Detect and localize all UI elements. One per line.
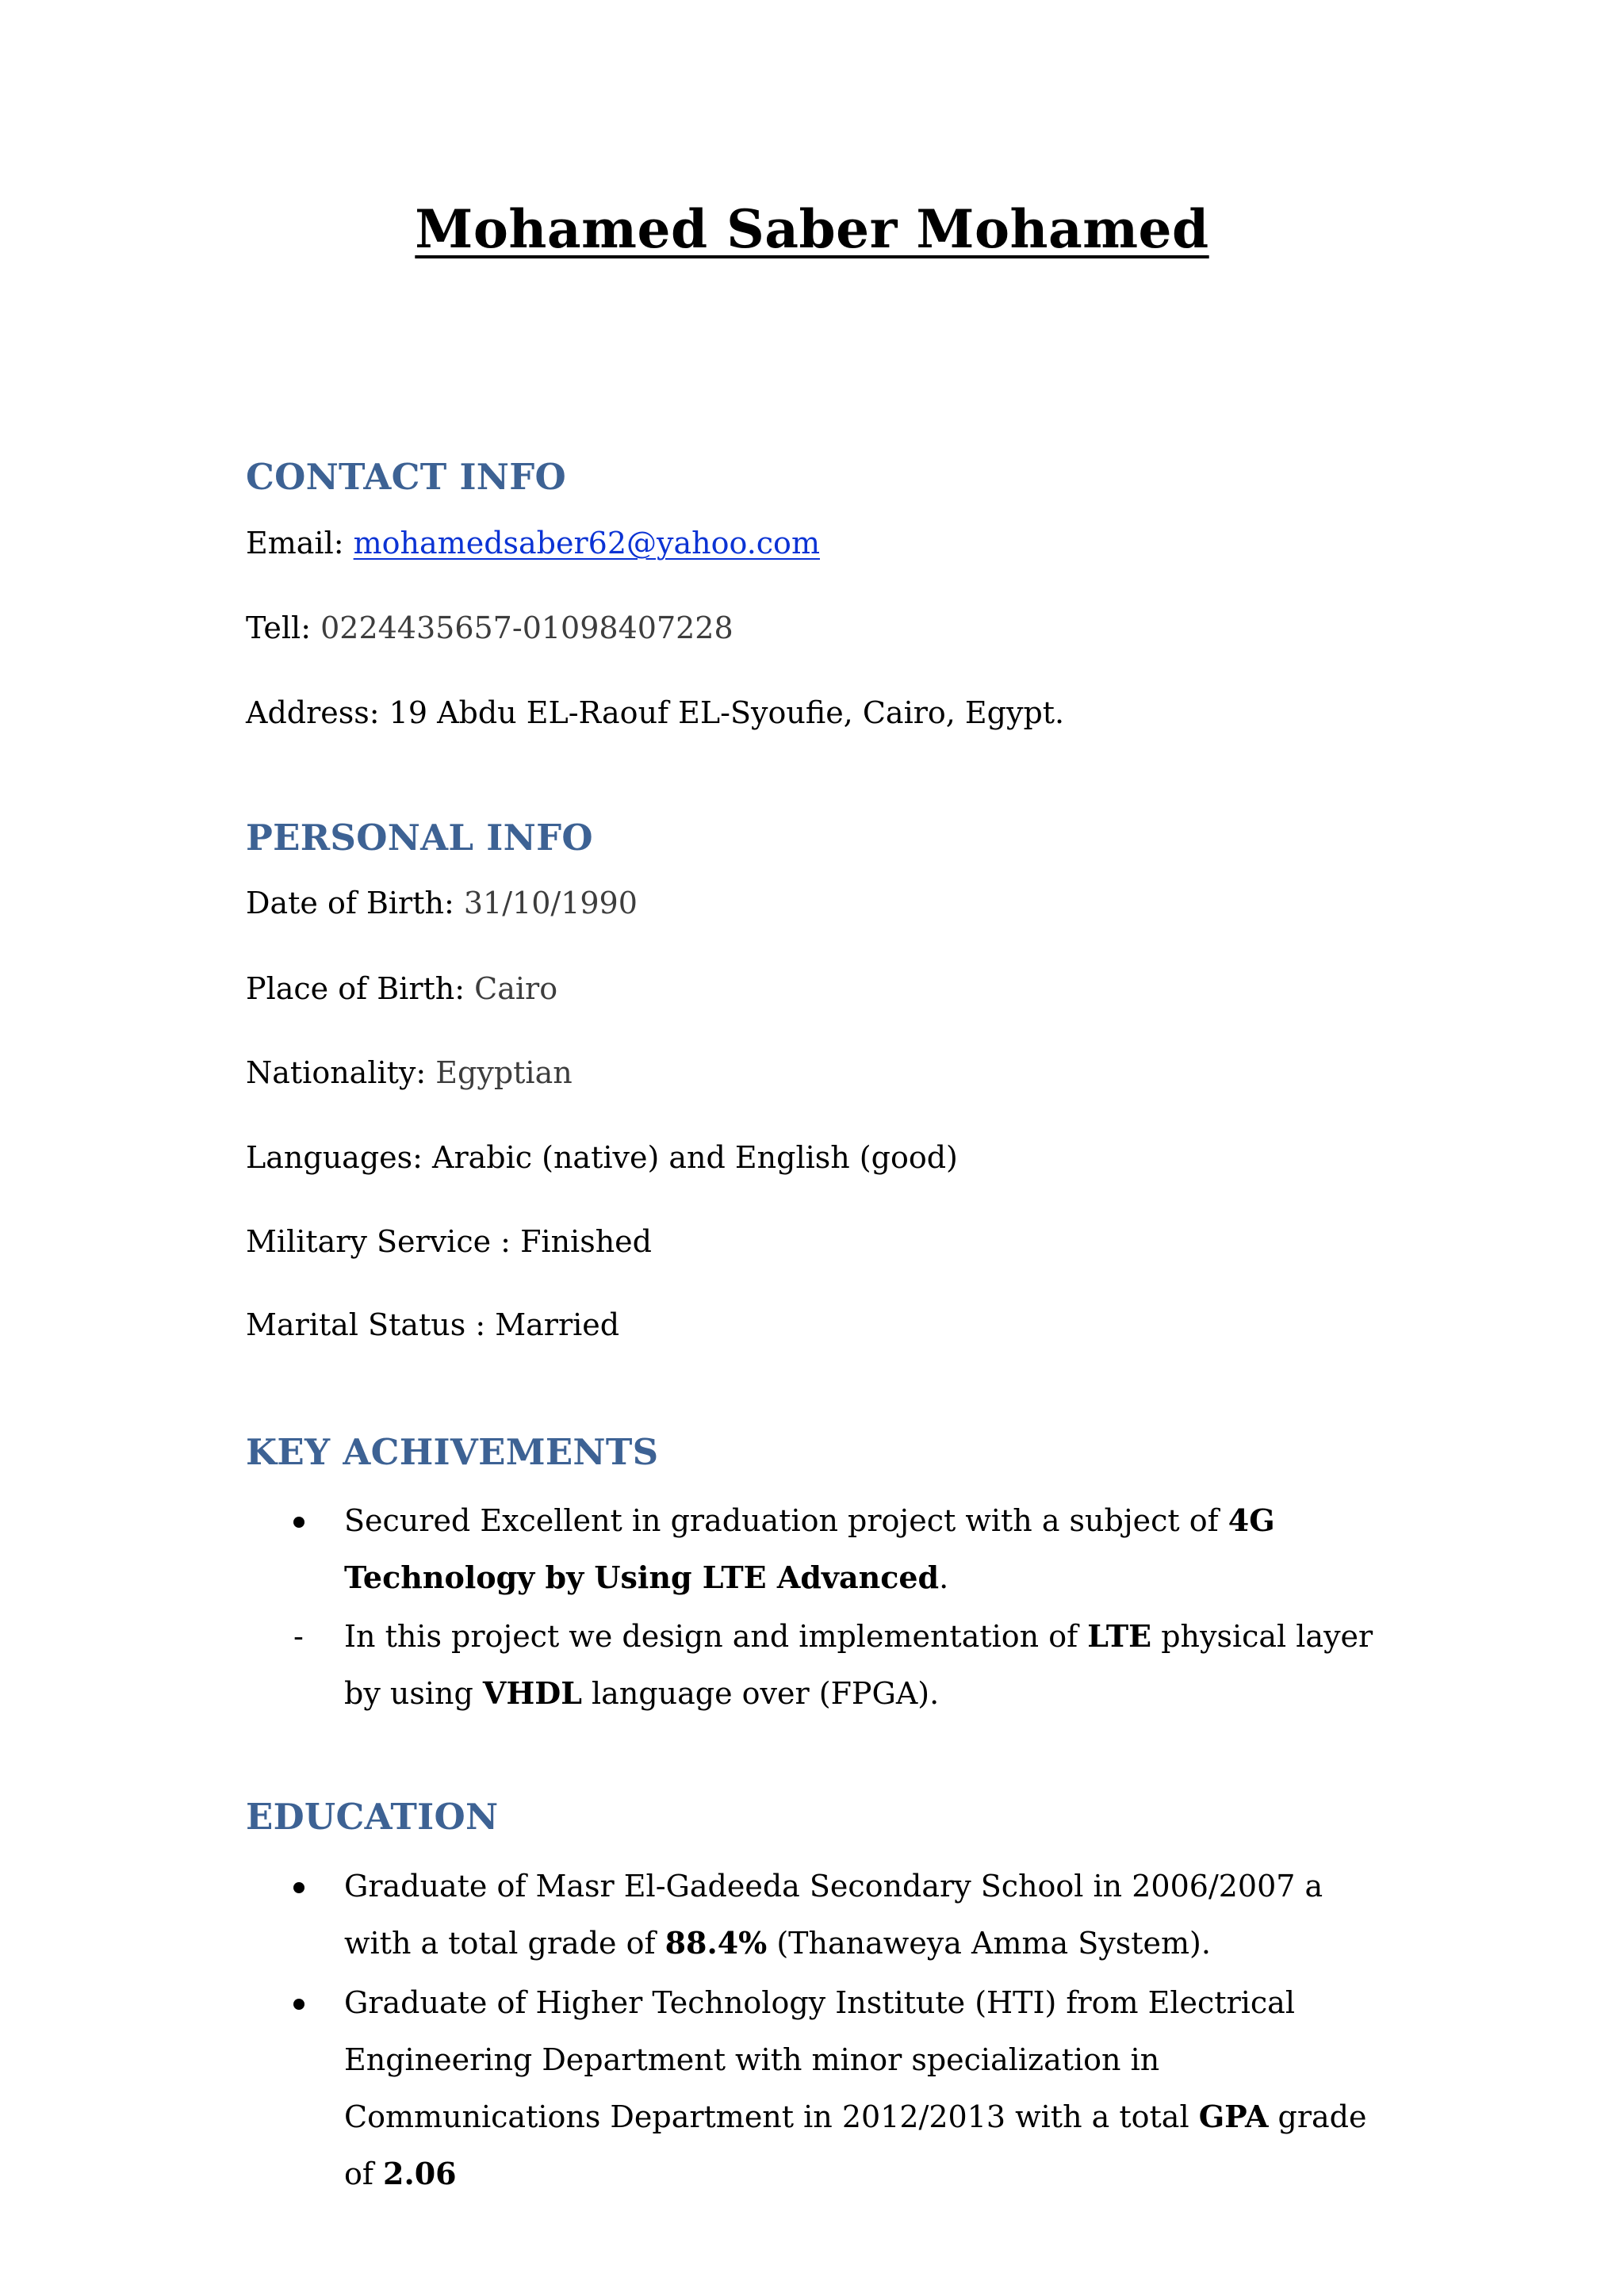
tel-line bbox=[246, 610, 733, 645]
pob-label: Place of Birth: bbox=[246, 971, 465, 1006]
education-item: Graduate of Masr El-Gadeeda Secondary School in 2006/2007 a with a total grade of 88.4% (Thanaweya Amma System). bbox=[344, 1869, 1323, 1961]
bullet-icon bbox=[293, 1858, 325, 1915]
address-value: 19 Abdu EL-Raouf EL-Syoufie, Cairo, Egypt. bbox=[389, 695, 1065, 730]
education-item: Graduate of Higher Technology Institute (HTI) from Electrical Engineering Department with minor specialization in Communications Department in 2012/2013 with a total GPA grade of 2.06 bbox=[344, 1985, 1367, 2191]
bullet-icon bbox=[293, 1974, 325, 2031]
achievement-item: Secured Excellent in graduation project with a subject of 4G Technology by Using LTE Advanced. bbox=[344, 1502, 1275, 1595]
nationality-label: Nationality: bbox=[246, 1055, 427, 1090]
dob-line bbox=[246, 888, 638, 918]
address-label: Address: bbox=[246, 695, 380, 730]
achievement-item: In this project we design and implementation of LTE physical layer by using VHDL language over (FPGA). bbox=[344, 1618, 1373, 1711]
pob-value: Cairo bbox=[474, 971, 558, 1006]
military-line bbox=[246, 1226, 652, 1257]
dob-label: Date of Birth: bbox=[246, 886, 454, 920]
personal-info-heading: PERSONAL INFO bbox=[246, 817, 593, 859]
marital-label: Marital Status : bbox=[246, 1307, 486, 1342]
pob-line bbox=[246, 971, 558, 1006]
languages-value: Arabic (native) and English (good) bbox=[432, 1140, 958, 1175]
achievements-heading: KEY ACHIVEMENTS bbox=[246, 1431, 659, 1473]
dash-marker: - bbox=[293, 1619, 304, 1654]
military-value: Finished bbox=[520, 1224, 652, 1259]
nationality-line bbox=[246, 1055, 573, 1090]
dob-value: 31/10/1990 bbox=[463, 886, 638, 920]
nationality-value: Egyptian bbox=[435, 1055, 573, 1090]
tel-label: Tell: bbox=[246, 610, 311, 645]
email-line bbox=[246, 526, 820, 561]
tel-value: 0224435657-01098407228 bbox=[320, 610, 733, 645]
email-link[interactable]: mohamedsaber62@yahoo.com bbox=[353, 526, 820, 561]
email-label: Email: bbox=[246, 526, 344, 561]
languages-label: Languages: bbox=[246, 1140, 423, 1175]
languages-line bbox=[246, 1142, 958, 1173]
resume-name: Mohamed Saber Mohamed bbox=[415, 198, 1209, 260]
contact-info-heading: CONTACT INFO bbox=[246, 456, 566, 498]
marital-value: Married bbox=[495, 1307, 620, 1342]
bullet-icon bbox=[293, 1492, 325, 1549]
marital-line bbox=[246, 1307, 620, 1342]
education-heading: EDUCATION bbox=[246, 1796, 499, 1838]
address-line bbox=[246, 695, 1065, 730]
military-label: Military Service : bbox=[246, 1224, 511, 1259]
